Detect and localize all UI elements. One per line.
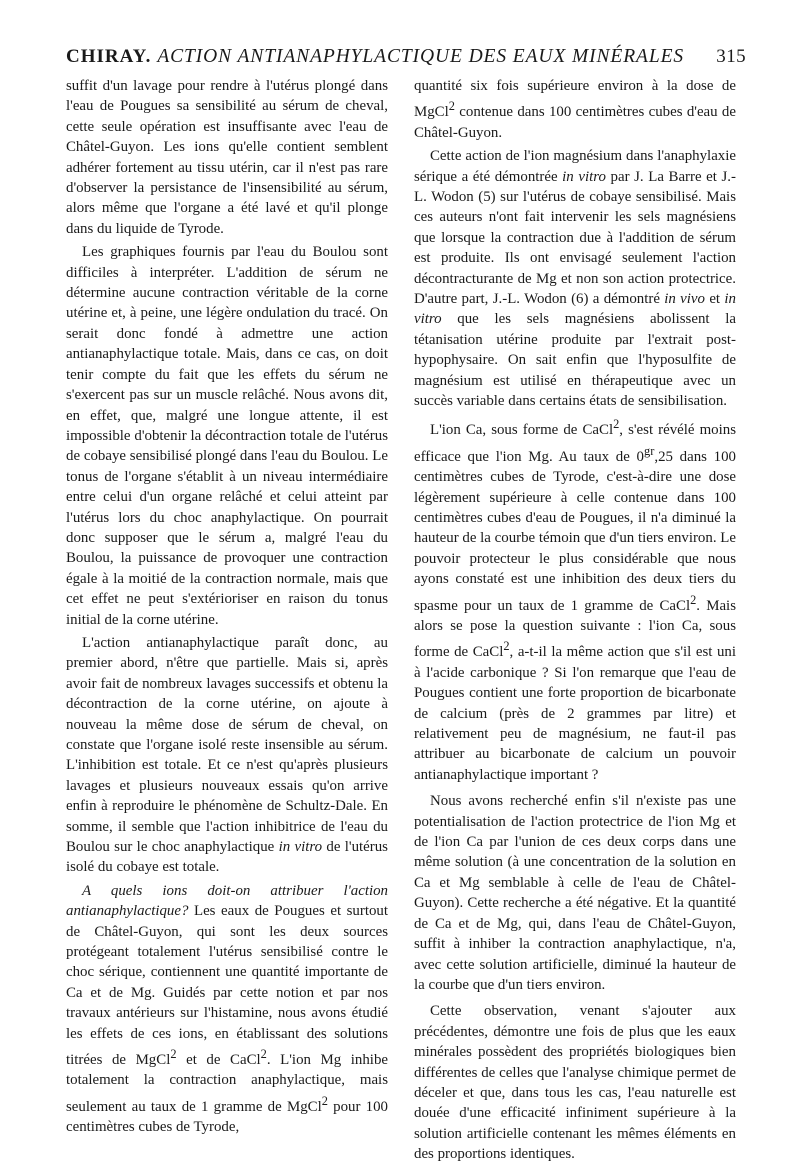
text-run: . Mais alors se pose la question suivante : l'ion Ca, sous forme de CaCl bbox=[414, 597, 736, 661]
superscript: 2 bbox=[448, 99, 455, 114]
italic-text: in vitro bbox=[414, 291, 736, 328]
text-run: , s'est révélé moins efficace que l'ion Mg. Au taux de 0 bbox=[414, 422, 736, 465]
page-number: 315 bbox=[716, 46, 746, 67]
paragraph: Les graphiques fournis par l'eau du Boulou sont difficiles à interpréter. L'addition de sérum ne détermine aucune contraction véritable de la corne utérine et, à peine, une légère ondulation du tracé. On serait donc fondé à admettre une action antianaphylactique totale. Mais, dans ce cas, on doit tenir compte du fait que les effets du sérum ne s'exercent pas sur un muscle relâché. Nous avons dit, en effet, que, malgré une longue attente, il est impossible d'obtenir la décontraction totale de l'utérus de cobaye sensibilisé plongé dans l'eau du Boulou. Le tonus de l'organe s'établit à un niveau intermédiaire entre celui d'un organe relâché et celui atteint par l'utérus lors du choc anaphylactique. On pourrait donc supposer que le sérum a, malgré l'eau du Boulou, la puissance de provoquer une contraction égale à la moitié de la contraction normale, mais que cet effet ne peut s'extérioriser en raison du tonus initial de la corne utérine. bbox=[66, 244, 388, 628]
running-head bbox=[66, 46, 746, 68]
text-run: et bbox=[704, 291, 725, 308]
text-run: quantité six fois supérieure environ à la dose de MgCl bbox=[414, 78, 736, 121]
paragraph: Nous avons recherché enfin s'il n'existe pas une potentialisation de l'action protectrice de l'ion Mg et de l'ion Ca par l'union de ces deux corps dans une même solution (à une concentration de la solution en Ca et Mg semblable à celle de l'eau de Châtel-Guyon). Cette recherche a été négative. Et la quantité de Ca et de Mg, qui, dans l'eau de Châtel-Guyon, suffit à inhiber la contraction anaphylactique, n'a, avec cette solution artificielle, diminué la hauteur de la courbe que d'un tiers environ. bbox=[414, 793, 736, 993]
running-head-author: CHIRAY. bbox=[66, 46, 152, 67]
paragraph bbox=[414, 414, 736, 785]
paragraph bbox=[66, 633, 388, 878]
italic-text: in vitro bbox=[278, 839, 323, 856]
paragraph bbox=[414, 146, 736, 411]
superscript: 2 bbox=[613, 417, 620, 432]
running-head-title: ACTION ANTIANAPHYLACTIQUE DES EAUX MINÉRALES bbox=[157, 46, 685, 67]
text-run: Les eaux de Pougues et surtout de Châtel-Guyon, qui sont les deux sources protégeant totalement l'utérus sensibilisé contre le choc sérique, contiennent une quantité importante de Ca et de Mg. Guidés par cette notion et par nos travaux antérieurs sur l'histamine, nous avons étudié les effets de ces ions, en établissant des solutions titrées de MgCl bbox=[66, 903, 388, 1069]
paragraph bbox=[66, 881, 388, 1138]
text-run: par J. La Barre et J.-L. Wodon (5) sur l'utérus de cobaye sensibilisé. Mais ces auteurs n'ont fait intervenir les sels magnésiens que lorsque la contraction due à l'addition de sérum est produite. Ils ont envisagé seulement l'action décontracturante de Mg et non son action protectrice. D'autre part, J.-L. Wodon (6) a démontré bbox=[414, 168, 736, 308]
superscript: 2 bbox=[321, 1093, 328, 1108]
text-run: pour 100 centimètres cubes de Tyrode, bbox=[66, 1098, 388, 1136]
text-run: et de CaCl bbox=[176, 1052, 261, 1069]
superscript: 2 bbox=[690, 592, 697, 607]
paragraph: suffit d'un lavage pour rendre à l'utérus plongé dans l'eau de Pougues sa sensibilité au sérum de cheval, cette seule opération est insuffisante avec l'eau de Châtel-Guyon. Les ions qu'elle contient semblent adhérer fortement au tissu utérin, car il n'est pas rare d'observer la persistance de l'insensibilité au sérum, alors même que l'organe a été lavé et qu'il plonge dans du liquide de Tyrode. bbox=[66, 78, 388, 237]
text-run: L'ion Ca, sous forme de CaCl bbox=[430, 422, 614, 439]
superscript: gr bbox=[644, 443, 655, 458]
text-run: Cette action de l'ion magnésium dans l'anaphylaxie sérique a été démontrée bbox=[414, 148, 736, 185]
text-run: . L'ion Mg inhibe totalement la contraction anaphylactique, mais seulement au taux de 1 gramme de MgCl bbox=[66, 1052, 388, 1115]
text-run: que les sels magnésiens abolissent la tétanisation utérine produite par l'extrait post-hypophysaire. On sait enfin que l'hyposulfite de magnésium est utilisé en thérapeutique avec un succès variable dans certains états de sensibilisation. bbox=[414, 311, 736, 410]
superscript: 2 bbox=[503, 639, 510, 654]
text-run: L'action antianaphylactique paraît donc, au premier abord, n'être que partielle. Mais si, après avoir fait de nombreux lavages successifs et obtenu la décontraction de la corne utérine, on ajoute à nouveau la même dose de sérum de cheval, on constate que l'organe isolé reste insensible au sérum. L'inhibition est totale. Et ce n'est qu'après plusieurs lavages et plusieurs nouveaux essais qu'on arrive enfin à reproduire le phénomène de Schultz-Dale. En somme, il semble que l'action inhibitrice de l'eau du Boulou sur le choc anaphylactique bbox=[66, 634, 388, 856]
text-run: , a-t-il la même action que s'il est uni à l'acide carbonique ? Si l'on remarque que l'eau de Pougues contient une forte proportion de bicarbonate de calcium (près de 2 grammes par litre) et relativement peu de magnésium, ne faut-il pas attribuer au bicarbonate de calcium un pouvoir antianaphylactique important ? bbox=[414, 644, 736, 783]
italic-text: in vivo bbox=[664, 291, 705, 308]
text-run: contenue dans 100 centimètres cubes d'eau de Châtel-Guyon. bbox=[414, 104, 736, 141]
superscript: 2 bbox=[260, 1047, 267, 1062]
italic-heading: A quels ions doit-on attribuer l'action antianaphylactique? bbox=[66, 882, 388, 920]
italic-text: in vitro bbox=[562, 168, 606, 185]
text-run: ,25 dans 100 centimètres cubes de Tyrode, c'est-à-dire une dose légèrement supérieure à celle contenue dans 100 centimètres cubes d'eau de Pougues, il n'a diminué la hauteur de la courbe témoin que d'un tiers environ. Le pouvoir protecteur le plus considérable que nous ayons constaté est une inhibition des deux tiers du spasme pour un taux de 1 gramme de CaCl bbox=[414, 448, 736, 614]
paragraph bbox=[414, 76, 736, 143]
superscript: 2 bbox=[170, 1047, 177, 1062]
text-run: de l'utérus isolé du cobaye est totale. bbox=[66, 839, 388, 876]
paragraph: Cette observation, venant s'ajouter aux précédentes, démontre une fois de plus que les eaux minérales possèdent des propriétés biologiques bien différentes de celles que l'analyse chimique permet de déceler et que, dans tous les cas, l'eau naturelle est douée d'une efficacité infiniment supérieure à la solution artificielle contenant les mêmes éléments en des proportions identiques. bbox=[414, 1003, 736, 1163]
left-column bbox=[66, 76, 388, 1168]
body-columns bbox=[66, 76, 736, 1168]
right-column bbox=[414, 76, 736, 1168]
